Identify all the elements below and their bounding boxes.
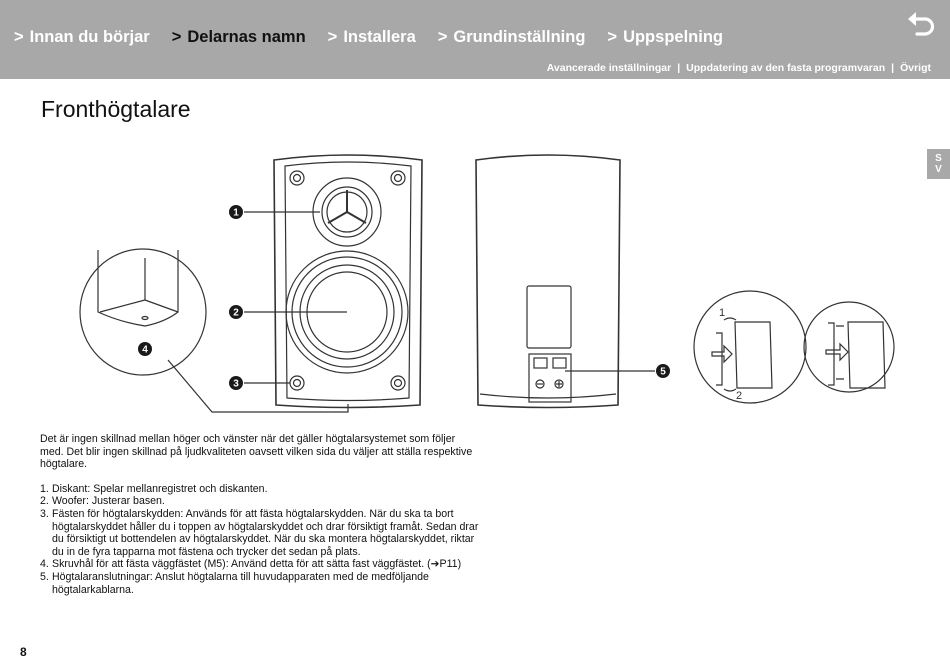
svg-text:1: 1 [233, 207, 239, 219]
chevron-right-icon: > [607, 28, 618, 46]
wall-mount-hole [527, 286, 571, 348]
detail-label-1: 1 [719, 307, 726, 319]
svg-text:4: 4 [142, 344, 148, 356]
list-item: 1. Diskant: Spelar mellanregistret och diskanten. [40, 482, 268, 495]
chevron-right-icon: > [14, 28, 24, 46]
chevron-right-icon: > [437, 28, 448, 46]
main-nav [14, 28, 745, 47]
tweeter [313, 178, 381, 246]
detail-label-2: 2 [736, 390, 743, 402]
callout-3 [229, 376, 243, 390]
chevron-right-icon: > [171, 28, 182, 46]
speaker-illustration [0, 130, 950, 430]
parts-list [40, 483, 480, 596]
tab-uppspelning[interactable]: > Uppspelning [607, 28, 723, 46]
back-arrow-icon[interactable] [905, 10, 937, 38]
link-ovrigt[interactable]: Övrigt [900, 62, 931, 74]
list-item: 5. Högtalaranslutningar: Anslut högtalarna till huvudapparaten med de medföljande högtalarkablarna. [40, 570, 429, 596]
grille-removal-detail [694, 291, 806, 403]
svg-text:5: 5 [660, 366, 666, 378]
callout-4 [138, 342, 152, 356]
description [40, 433, 480, 596]
tab-grundinstallning[interactable]: > Grundinställning [437, 28, 586, 46]
separator: | [891, 62, 895, 74]
grille-mount-detail [804, 302, 894, 392]
callout-5 [656, 364, 670, 378]
language-tab[interactable]: S V [927, 149, 950, 179]
link-avancerade-installningar[interactable]: Avancerade inställningar [546, 62, 672, 74]
page-title: Fronthögtalare [41, 96, 191, 122]
page-number: 8 [20, 645, 27, 659]
list-item: 4. Skruvhål för att fästa väggfästet (M5): Använd detta för att sätta fast väggfästet. (➔P11) [40, 558, 462, 571]
list-item: 2. Woofer: Justerar basen. [40, 495, 165, 508]
rear-speaker [476, 155, 620, 408]
chevron-right-icon: > [327, 28, 338, 46]
callout-1 [229, 205, 243, 219]
svg-text:2: 2 [233, 307, 239, 319]
callout-2 [229, 305, 243, 319]
link-uppdatering[interactable]: Uppdatering av den fasta programvaran [686, 62, 886, 74]
header-bar [0, 0, 950, 79]
tab-innan-du-borjar[interactable]: > Innan du börjar [14, 28, 150, 46]
speaker-terminals [529, 354, 571, 402]
list-item: 3. Fästen för högtalarskydden: Används för att fästa högtalarskydden. När du ska ta bort högtalarskyddet håller du i toppen av högtalarskyddet och drar försiktigt framåt. Sedan drar du försiktigt ut bottendelen av högtalarskyddet. När du ska montera högtalarskyddet, riktar du in de fyra tapparna mot fästena och trycker det sedan på plats. [40, 507, 479, 558]
front-speaker [274, 155, 422, 408]
separator: | [677, 62, 681, 74]
tab-installera[interactable]: > Installera [327, 28, 416, 46]
intro-paragraph: Det är ingen skillnad mellan höger och vänster när det gäller högtalarsystemet som följer med. Det blir ingen skillnad på ljudkvaliteten oavsett vilken sida du väljer att ställa respektive högtalare. [40, 433, 473, 471]
sub-nav [547, 62, 931, 74]
tab-delarnas-namn[interactable]: > Delarnas namn [171, 28, 306, 46]
svg-text:3: 3 [233, 378, 239, 390]
